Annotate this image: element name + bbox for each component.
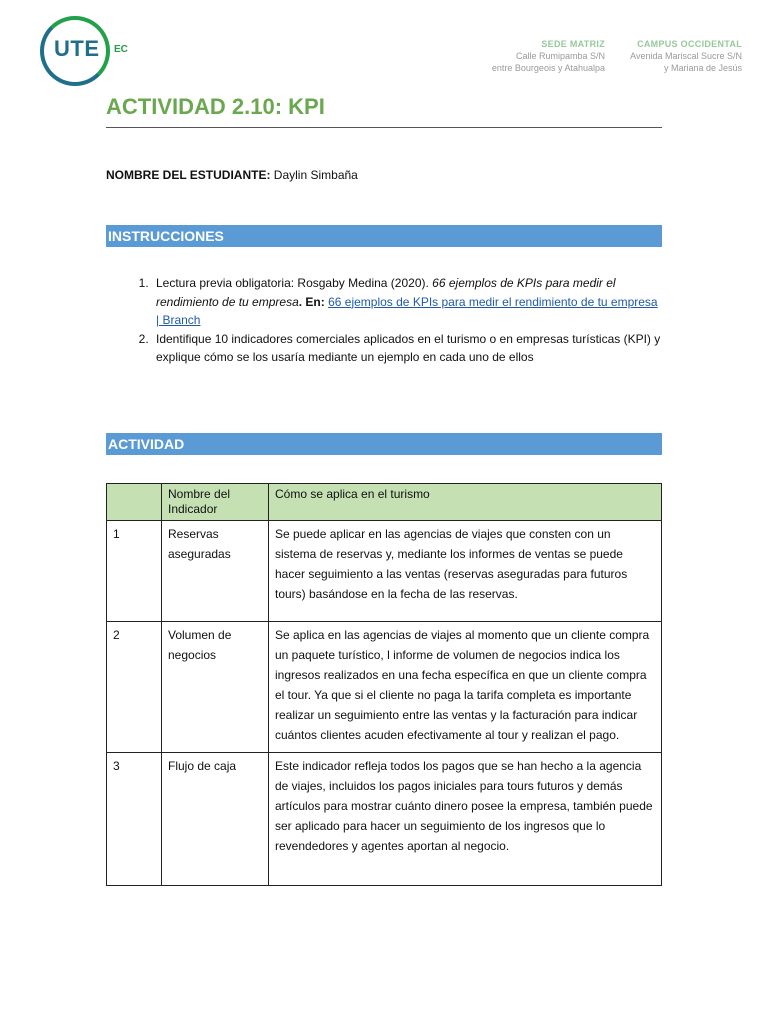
instruction-1-italic: 66 ejemplos de KPIs para medir el rendimiento de tu empresa [156, 276, 616, 309]
indicator-description: Este indicador refleja todos los pagos que se han hecho a la agencia de viajes, incluidos los pagos iniciales para tours futuros y demás artículos para mostrar cuánto dinero posee la empresa, también puede ser aplicado para hacer un seguimiento de los ingresos que lo revendedores y agentes aportan al negocio. [269, 753, 662, 886]
instruction-1-mid: . En: [298, 294, 329, 309]
campus-matriz-address [470, 38, 605, 74]
kpi-table [106, 483, 662, 886]
campus-occidental-line1: Avenida Mariscal Sucre S/N [630, 51, 742, 61]
header-application: Cómo se aplica en el turismo [269, 484, 662, 521]
instruction-item-2: 2. Identifique 10 indicadores comerciales aplicados en el turismo o en empresas turísticas (KPI) y explique cómo se los usaría mediante un ejemplo en cada uno de ellos [152, 330, 662, 367]
table-row [107, 753, 662, 886]
instruction-1-lead: Lectura previa obligatoria: Rosgaby Medina (2020). [156, 276, 433, 290]
ute-logo [40, 16, 128, 86]
campus-matriz-line1: Calle Rumipamba S/N [515, 51, 605, 61]
indicator-name: Volumen de negocios [162, 622, 269, 753]
student-label: NOMBRE DEL ESTUDIANTE: [106, 168, 271, 182]
table-row [107, 622, 662, 753]
page-title: ACTIVIDAD 2.10: KPI [106, 94, 325, 119]
campus-matriz-line2: entre Bourgeois y Atahualpa [491, 63, 605, 73]
indicator-description: Se puede aplicar en las agencias de viajes que consten con un sistema de reservas y, mediante los informes de ventas se puede hacer seguimiento a las ventas (reservas aseguradas para futuros tours) basándose en la fecha de las reservas. [269, 521, 662, 622]
indicator-name: Flujo de caja [162, 753, 269, 886]
logo-text: UTE [54, 36, 100, 61]
student-name: Daylin Simbaña [273, 168, 358, 182]
instruction-item-1 [152, 274, 662, 330]
title-divider [106, 127, 662, 128]
table-header-row [107, 484, 662, 521]
indicator-description: Se aplica en las agencias de viajes al momento que un cliente compra un paquete turístico, l informe de volumen de negocios indica los ingresos realizados en una fecha específica en que un cliente compra el tour. Ya que si el cliente no paga la tarifa completa es importante realizar un seguimiento entre las ventas y la facturación para indicar cuántos clientes acuden efectivamente al tour y realizan el pago. [269, 622, 662, 753]
logo-suffix: EC [114, 44, 128, 55]
reading-link[interactable]: 66 ejemplos de KPIs para medir el rendimiento de tu empresa | Branch [156, 294, 658, 327]
header-indicator-name: Nombre del Indicador [162, 484, 269, 521]
student-line [106, 168, 358, 182]
campus-occidental-address [612, 38, 742, 74]
row-number: 2 [107, 622, 162, 753]
activity-heading: ACTIVIDAD [106, 433, 662, 455]
campus-occidental-title: CAMPUS OCCIDENTAL [637, 39, 742, 49]
header-num [107, 484, 162, 521]
instructions-heading: INSTRUCCIONES [106, 225, 662, 247]
instructions-list [106, 274, 662, 367]
row-number: 3 [107, 753, 162, 886]
campus-matriz-title: SEDE MATRIZ [541, 39, 605, 49]
row-number: 1 [107, 521, 162, 622]
indicator-name: Reservas aseguradas [162, 521, 269, 622]
campus-occidental-line2: y Mariana de Jesús [663, 63, 742, 73]
table-row [107, 521, 662, 622]
